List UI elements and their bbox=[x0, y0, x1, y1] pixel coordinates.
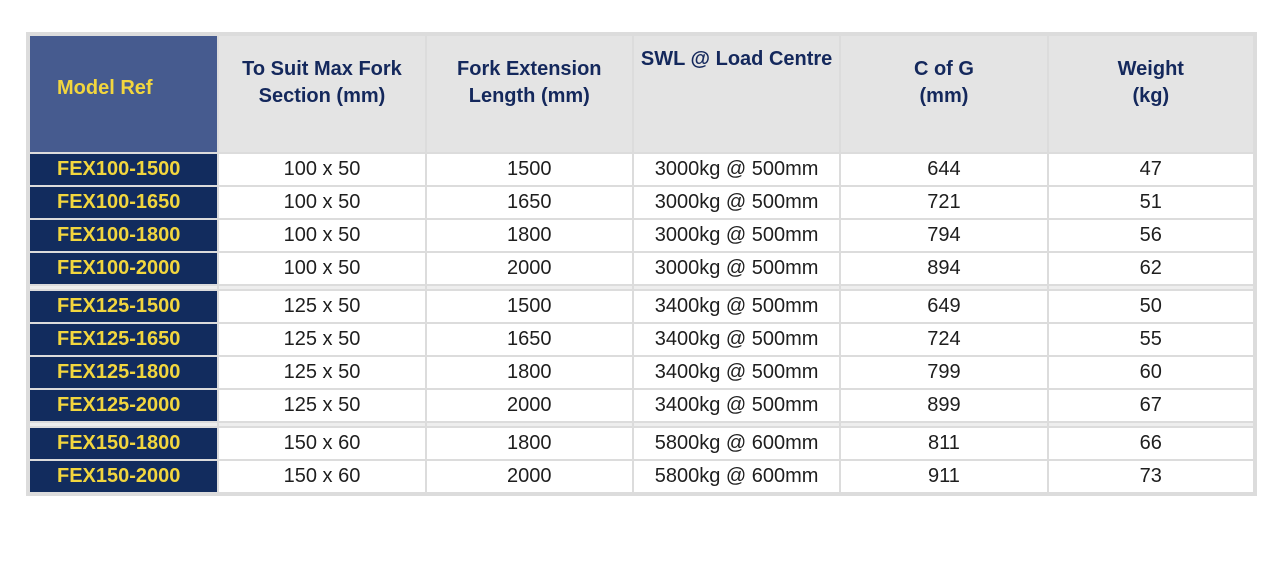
cell-weight: 47 bbox=[1048, 153, 1254, 186]
cell-fork-section: 150 x 60 bbox=[218, 427, 425, 460]
cell-swl: 3400kg @ 500mm bbox=[633, 290, 840, 323]
header-text-line1: Fork Extension bbox=[457, 58, 602, 80]
cell-extension-length: 1650 bbox=[426, 323, 633, 356]
table-row bbox=[29, 356, 1254, 389]
spec-table bbox=[28, 34, 1255, 494]
cell-fork-section: 125 x 50 bbox=[218, 323, 425, 356]
header-text: Model Ref bbox=[57, 76, 153, 99]
cell-weight: 51 bbox=[1048, 186, 1254, 219]
cell-swl: 3400kg @ 500mm bbox=[633, 323, 840, 356]
header-model-ref bbox=[29, 35, 218, 153]
table-row bbox=[29, 252, 1254, 285]
cell-model-ref: FEX125-1800 bbox=[29, 356, 218, 389]
table-row bbox=[29, 219, 1254, 252]
cell-extension-length: 1800 bbox=[426, 219, 633, 252]
cell-cog: 899 bbox=[840, 389, 1047, 422]
cell-fork-section: 125 x 50 bbox=[218, 356, 425, 389]
table-row bbox=[29, 323, 1254, 356]
cell-cog: 649 bbox=[840, 290, 1047, 323]
cell-extension-length: 1500 bbox=[426, 290, 633, 323]
table-row bbox=[29, 389, 1254, 422]
header-text-line1: C of G bbox=[913, 58, 974, 80]
cell-model-ref: FEX100-2000 bbox=[29, 252, 218, 285]
cell-weight: 62 bbox=[1048, 252, 1254, 285]
cell-model-ref: FEX125-1500 bbox=[29, 290, 218, 323]
cell-weight: 67 bbox=[1048, 389, 1254, 422]
cell-extension-length: 2000 bbox=[426, 389, 633, 422]
cell-swl: 3000kg @ 500mm bbox=[633, 153, 840, 186]
header-text-line1: To Suit Max Fork bbox=[242, 58, 402, 80]
cell-cog: 911 bbox=[840, 460, 1047, 493]
cell-model-ref: FEX100-1800 bbox=[29, 219, 218, 252]
cell-weight: 55 bbox=[1048, 323, 1254, 356]
table-row bbox=[29, 153, 1254, 186]
table-row bbox=[29, 460, 1254, 493]
table-body bbox=[29, 153, 1254, 493]
table-row bbox=[29, 290, 1254, 323]
cell-swl: 3000kg @ 500mm bbox=[633, 252, 840, 285]
header-text-line2: Section (mm) bbox=[258, 85, 386, 107]
header-row bbox=[29, 35, 1254, 153]
cell-model-ref: FEX100-1650 bbox=[29, 186, 218, 219]
cell-fork-section: 100 x 50 bbox=[218, 186, 425, 219]
header-cog bbox=[840, 35, 1047, 153]
cell-cog: 811 bbox=[840, 427, 1047, 460]
cell-cog: 724 bbox=[840, 323, 1047, 356]
cell-extension-length: 1500 bbox=[426, 153, 633, 186]
cell-weight: 60 bbox=[1048, 356, 1254, 389]
header-fork-section bbox=[218, 35, 425, 153]
cell-model-ref: FEX100-1500 bbox=[29, 153, 218, 186]
cell-model-ref: FEX150-2000 bbox=[29, 460, 218, 493]
cell-extension-length: 1800 bbox=[426, 427, 633, 460]
cell-extension-length: 2000 bbox=[426, 460, 633, 493]
cell-swl: 3000kg @ 500mm bbox=[633, 186, 840, 219]
header-text-line2: (kg) bbox=[1132, 85, 1170, 107]
header-extension-length bbox=[426, 35, 633, 153]
cell-swl: 3400kg @ 500mm bbox=[633, 389, 840, 422]
cell-cog: 894 bbox=[840, 252, 1047, 285]
cell-model-ref: FEX125-2000 bbox=[29, 389, 218, 422]
cell-fork-section: 125 x 50 bbox=[218, 389, 425, 422]
cell-fork-section: 100 x 50 bbox=[218, 153, 425, 186]
cell-swl: 3400kg @ 500mm bbox=[633, 356, 840, 389]
cell-model-ref: FEX125-1650 bbox=[29, 323, 218, 356]
cell-extension-length: 1800 bbox=[426, 356, 633, 389]
spec-table-container bbox=[26, 32, 1257, 496]
cell-weight: 56 bbox=[1048, 219, 1254, 252]
header-text-line2: Length (mm) bbox=[468, 85, 590, 107]
cell-fork-section: 125 x 50 bbox=[218, 290, 425, 323]
header-text-line1: Weight bbox=[1117, 58, 1184, 80]
cell-extension-length: 1650 bbox=[426, 186, 633, 219]
header-text: SWL @ Load Centre bbox=[640, 48, 833, 70]
cell-cog: 799 bbox=[840, 356, 1047, 389]
cell-weight: 66 bbox=[1048, 427, 1254, 460]
cell-cog: 644 bbox=[840, 153, 1047, 186]
cell-extension-length: 2000 bbox=[426, 252, 633, 285]
cell-fork-section: 150 x 60 bbox=[218, 460, 425, 493]
header-weight bbox=[1048, 35, 1254, 153]
header-text-line2: (mm) bbox=[919, 85, 969, 107]
cell-swl: 5800kg @ 600mm bbox=[633, 460, 840, 493]
header-swl bbox=[633, 35, 840, 153]
table-row bbox=[29, 186, 1254, 219]
cell-weight: 50 bbox=[1048, 290, 1254, 323]
cell-fork-section: 100 x 50 bbox=[218, 219, 425, 252]
cell-swl: 5800kg @ 600mm bbox=[633, 427, 840, 460]
cell-swl: 3000kg @ 500mm bbox=[633, 219, 840, 252]
table-row bbox=[29, 427, 1254, 460]
cell-model-ref: FEX150-1800 bbox=[29, 427, 218, 460]
cell-weight: 73 bbox=[1048, 460, 1254, 493]
cell-fork-section: 100 x 50 bbox=[218, 252, 425, 285]
cell-cog: 721 bbox=[840, 186, 1047, 219]
cell-cog: 794 bbox=[840, 219, 1047, 252]
